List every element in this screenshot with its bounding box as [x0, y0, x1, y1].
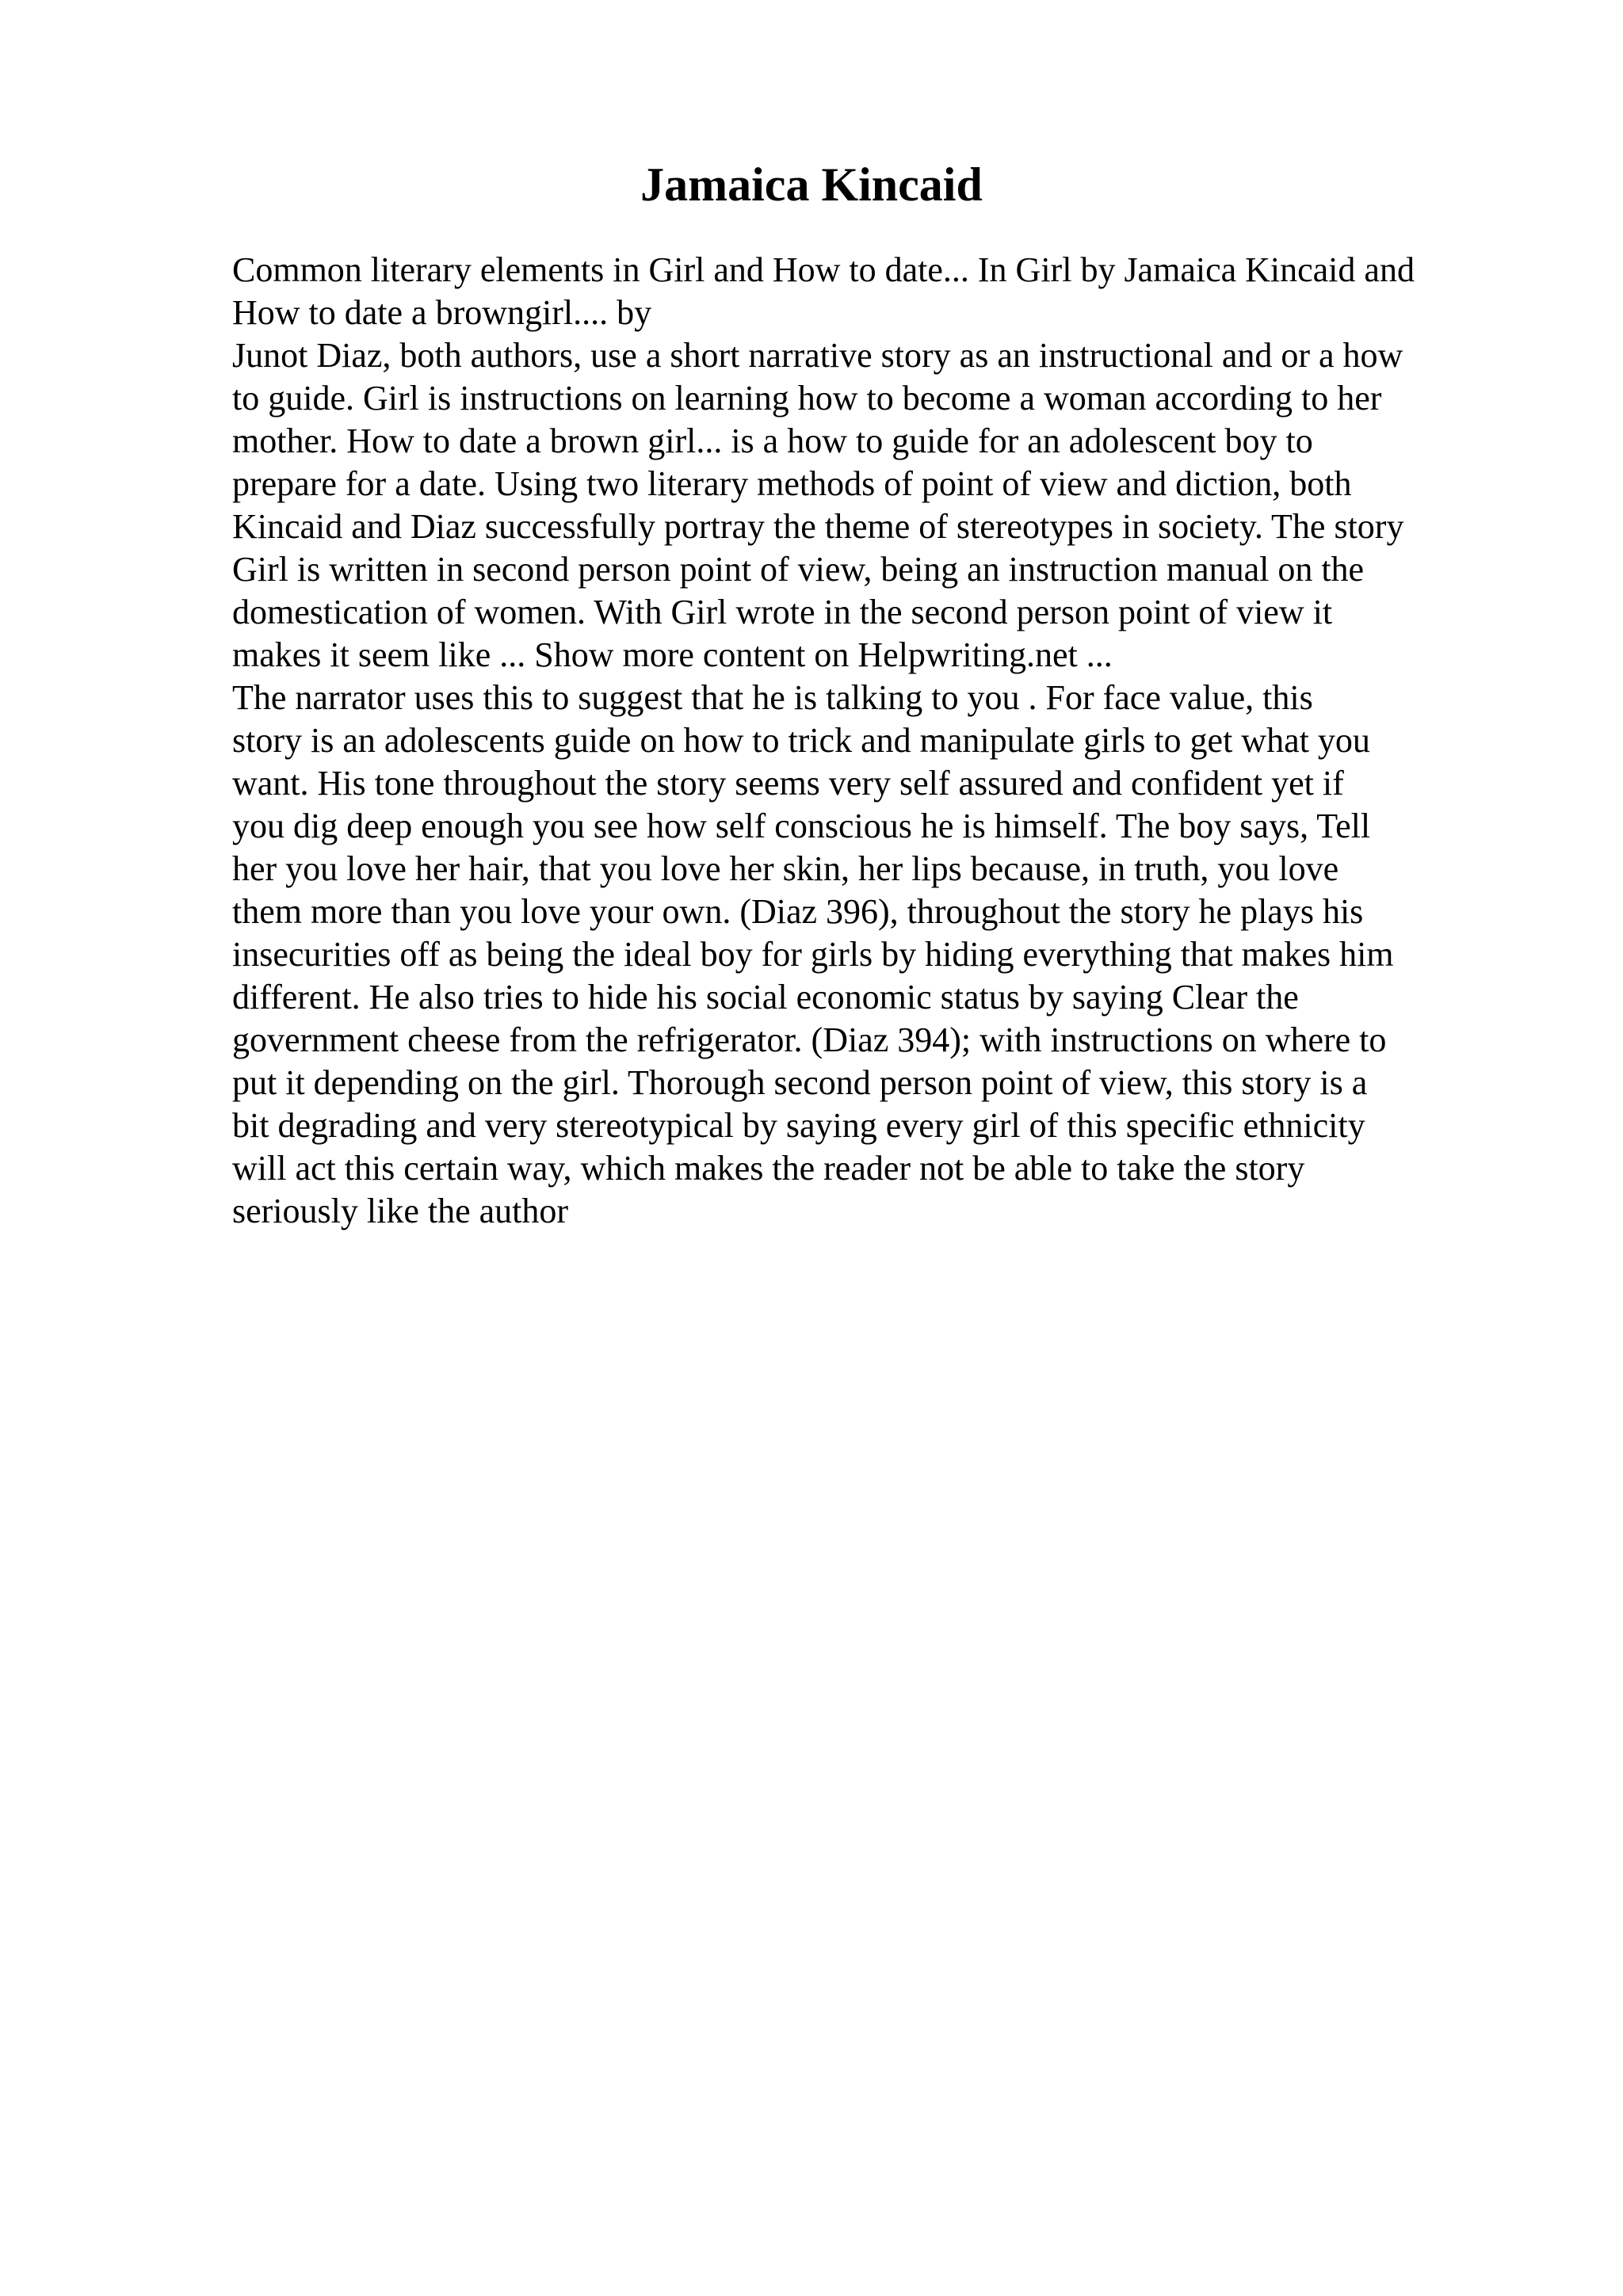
body-line: to guide. Girl is instructions on learning how to become a woman according to her — [232, 379, 1382, 418]
body-line: bit degrading and very stereotypical by saying every girl of this specific ethnicity — [232, 1106, 1365, 1145]
body-line: you dig deep enough you see how self conscious he is himself. The boy says, Tell — [232, 807, 1371, 845]
body-line: insecurities off as being the ideal boy for girls by hiding everything that makes him — [232, 935, 1394, 974]
body-line: different. He also tries to hide his social economic status by saying Clear the — [232, 978, 1299, 1016]
body-line: Junot Diaz, both authors, use a short narrative story as an instructional and or a how — [232, 336, 1403, 375]
body-line: Kincaid and Diaz successfully portray the theme of stereotypes in society. The story — [232, 507, 1404, 546]
body-line: want. His tone throughout the story seems very self assured and confident yet if — [232, 764, 1344, 803]
body-line: Common literary elements in Girl and How to date... In Girl by Jamaica Kincaid and — [232, 250, 1415, 289]
body-line: How to date a browngirl.... by — [232, 293, 652, 332]
body-line: makes it seem like ... Show more content on Helpwriting.net ... — [232, 635, 1113, 674]
body-line: government cheese from the refrigerator. (Diaz 394); with instructions on where to — [232, 1020, 1387, 1059]
document-title: Jamaica Kincaid — [640, 158, 983, 211]
body-line: prepare for a date. Using two literary methods of point of view and diction, both — [232, 464, 1352, 503]
body-line: put it depending on the girl. Thorough second person point of view, this story is a — [232, 1063, 1368, 1102]
body-line: Girl is written in second person point of view, being an instruction manual on the — [232, 550, 1365, 589]
body-line: her you love her hair, that you love her skin, her lips because, in truth, you love — [232, 849, 1339, 888]
body-line: seriously like the author — [232, 1192, 569, 1230]
body-line: story is an adolescents guide on how to trick and manipulate girls to get what you — [232, 721, 1370, 760]
body-line: them more than you love your own. (Diaz 396), throughout the story he plays his — [232, 892, 1364, 931]
body-line: domestication of women. With Girl wrote in the second person point of view it — [232, 593, 1333, 631]
body-line: will act this certain way, which makes the reader not be able to take the story — [232, 1149, 1305, 1188]
body-line: mother. How to date a brown girl... is a how to guide for an adolescent boy to — [232, 421, 1313, 460]
body-line: The narrator uses this to suggest that he is talking to you . For face value, this — [232, 678, 1313, 717]
